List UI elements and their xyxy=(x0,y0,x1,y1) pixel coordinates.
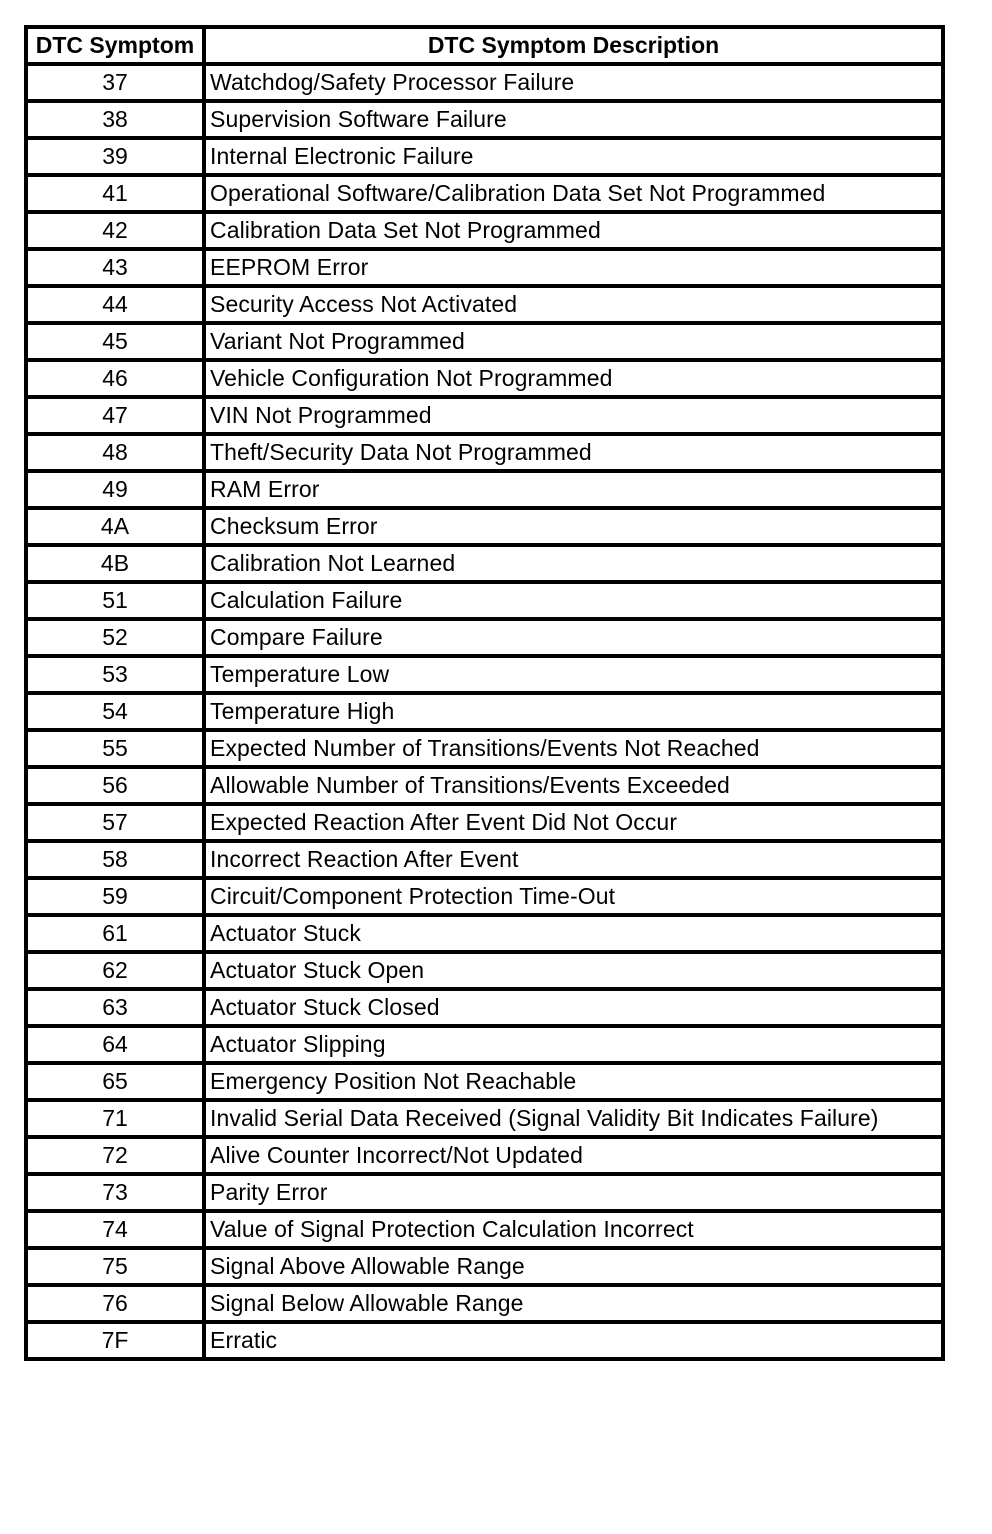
table-row xyxy=(26,582,943,619)
dtc-code-cell: 4B xyxy=(26,545,204,582)
dtc-description-cell: Allowable Number of Transitions/Events Exceeded xyxy=(204,767,943,804)
table-row xyxy=(26,989,943,1026)
table-row xyxy=(26,1285,943,1322)
dtc-code-cell: 56 xyxy=(26,767,204,804)
table-row xyxy=(26,508,943,545)
dtc-code-cell: 73 xyxy=(26,1174,204,1211)
dtc-description-cell: Calibration Data Set Not Programmed xyxy=(204,212,943,249)
dtc-description-cell: Circuit/Component Protection Time-Out xyxy=(204,878,943,915)
dtc-description-cell: Operational Software/Calibration Data Set Not Programmed xyxy=(204,175,943,212)
dtc-description-cell: Actuator Slipping xyxy=(204,1026,943,1063)
dtc-code-cell: 48 xyxy=(26,434,204,471)
dtc-description-cell: Checksum Error xyxy=(204,508,943,545)
table-row xyxy=(26,175,943,212)
dtc-description-cell: Incorrect Reaction After Event xyxy=(204,841,943,878)
table-row xyxy=(26,656,943,693)
table-row xyxy=(26,286,943,323)
dtc-description-cell: Actuator Stuck xyxy=(204,915,943,952)
dtc-description-cell: Variant Not Programmed xyxy=(204,323,943,360)
dtc-description-cell: Vehicle Configuration Not Programmed xyxy=(204,360,943,397)
table-row xyxy=(26,619,943,656)
dtc-description-cell: Calibration Not Learned xyxy=(204,545,943,582)
table-row xyxy=(26,693,943,730)
dtc-code-cell: 57 xyxy=(26,804,204,841)
dtc-description-cell: Value of Signal Protection Calculation Incorrect xyxy=(204,1211,943,1248)
dtc-code-cell: 42 xyxy=(26,212,204,249)
table-row xyxy=(26,1211,943,1248)
table-row xyxy=(26,64,943,101)
dtc-description-cell: Actuator Stuck Closed xyxy=(204,989,943,1026)
dtc-code-cell: 71 xyxy=(26,1100,204,1137)
dtc-description-cell: Security Access Not Activated xyxy=(204,286,943,323)
header-row xyxy=(26,27,943,64)
dtc-description-cell: Signal Below Allowable Range xyxy=(204,1285,943,1322)
table-row xyxy=(26,360,943,397)
dtc-code-cell: 65 xyxy=(26,1063,204,1100)
dtc-code-cell: 7F xyxy=(26,1322,204,1359)
dtc-description-cell: VIN Not Programmed xyxy=(204,397,943,434)
dtc-code-cell: 37 xyxy=(26,64,204,101)
table-row xyxy=(26,545,943,582)
dtc-description-cell: Alive Counter Incorrect/Not Updated xyxy=(204,1137,943,1174)
dtc-description-cell: EEPROM Error xyxy=(204,249,943,286)
dtc-code-cell: 59 xyxy=(26,878,204,915)
dtc-description-cell: Expected Number of Transitions/Events Not Reached xyxy=(204,730,943,767)
table-row xyxy=(26,138,943,175)
dtc-code-cell: 64 xyxy=(26,1026,204,1063)
table-row xyxy=(26,397,943,434)
dtc-code-cell: 76 xyxy=(26,1285,204,1322)
dtc-code-cell: 63 xyxy=(26,989,204,1026)
dtc-description-cell: Supervision Software Failure xyxy=(204,101,943,138)
table-row xyxy=(26,878,943,915)
table-row xyxy=(26,471,943,508)
table-row xyxy=(26,767,943,804)
table-row xyxy=(26,249,943,286)
table-row xyxy=(26,1026,943,1063)
dtc-description-cell: Expected Reaction After Event Did Not Occur xyxy=(204,804,943,841)
table-row xyxy=(26,1322,943,1359)
dtc-code-cell: 47 xyxy=(26,397,204,434)
dtc-description-cell: Actuator Stuck Open xyxy=(204,952,943,989)
table-row xyxy=(26,730,943,767)
dtc-code-cell: 52 xyxy=(26,619,204,656)
dtc-code-cell: 43 xyxy=(26,249,204,286)
table-row xyxy=(26,101,943,138)
dtc-code-cell: 75 xyxy=(26,1248,204,1285)
dtc-description-cell: Theft/Security Data Not Programmed xyxy=(204,434,943,471)
dtc-description-cell: Emergency Position Not Reachable xyxy=(204,1063,943,1100)
dtc-code-cell: 58 xyxy=(26,841,204,878)
dtc-code-cell: 4A xyxy=(26,508,204,545)
table-row xyxy=(26,212,943,249)
table-row xyxy=(26,434,943,471)
table-row xyxy=(26,804,943,841)
dtc-description-cell: Temperature Low xyxy=(204,656,943,693)
dtc-code-cell: 74 xyxy=(26,1211,204,1248)
table-row xyxy=(26,952,943,989)
dtc-code-cell: 44 xyxy=(26,286,204,323)
table-row xyxy=(26,323,943,360)
dtc-description-cell: Watchdog/Safety Processor Failure xyxy=(204,64,943,101)
dtc-code-cell: 39 xyxy=(26,138,204,175)
dtc-description-cell: Compare Failure xyxy=(204,619,943,656)
table-row xyxy=(26,1100,943,1137)
dtc-code-cell: 72 xyxy=(26,1137,204,1174)
table-body xyxy=(26,64,943,1359)
dtc-code-cell: 51 xyxy=(26,582,204,619)
dtc-symptom-table xyxy=(24,25,945,1361)
table-row xyxy=(26,1137,943,1174)
table-row xyxy=(26,841,943,878)
dtc-description-cell: Internal Electronic Failure xyxy=(204,138,943,175)
table-row xyxy=(26,1248,943,1285)
dtc-description-cell: Temperature High xyxy=(204,693,943,730)
dtc-description-cell: Parity Error xyxy=(204,1174,943,1211)
table-row xyxy=(26,915,943,952)
header-dtc-symptom: DTC Symptom xyxy=(26,27,204,64)
dtc-code-cell: 54 xyxy=(26,693,204,730)
table-row xyxy=(26,1063,943,1100)
header-dtc-symptom-description: DTC Symptom Description xyxy=(204,27,943,64)
table-row xyxy=(26,1174,943,1211)
dtc-description-cell: Erratic xyxy=(204,1322,943,1359)
dtc-code-cell: 46 xyxy=(26,360,204,397)
table-header xyxy=(26,27,943,64)
dtc-code-cell: 55 xyxy=(26,730,204,767)
dtc-description-cell: Invalid Serial Data Received (Signal Validity Bit Indicates Failure) xyxy=(204,1100,943,1137)
dtc-description-cell: RAM Error xyxy=(204,471,943,508)
dtc-description-cell: Calculation Failure xyxy=(204,582,943,619)
dtc-code-cell: 49 xyxy=(26,471,204,508)
dtc-code-cell: 61 xyxy=(26,915,204,952)
dtc-code-cell: 45 xyxy=(26,323,204,360)
dtc-code-cell: 53 xyxy=(26,656,204,693)
dtc-code-cell: 62 xyxy=(26,952,204,989)
dtc-code-cell: 41 xyxy=(26,175,204,212)
dtc-code-cell: 38 xyxy=(26,101,204,138)
dtc-description-cell: Signal Above Allowable Range xyxy=(204,1248,943,1285)
